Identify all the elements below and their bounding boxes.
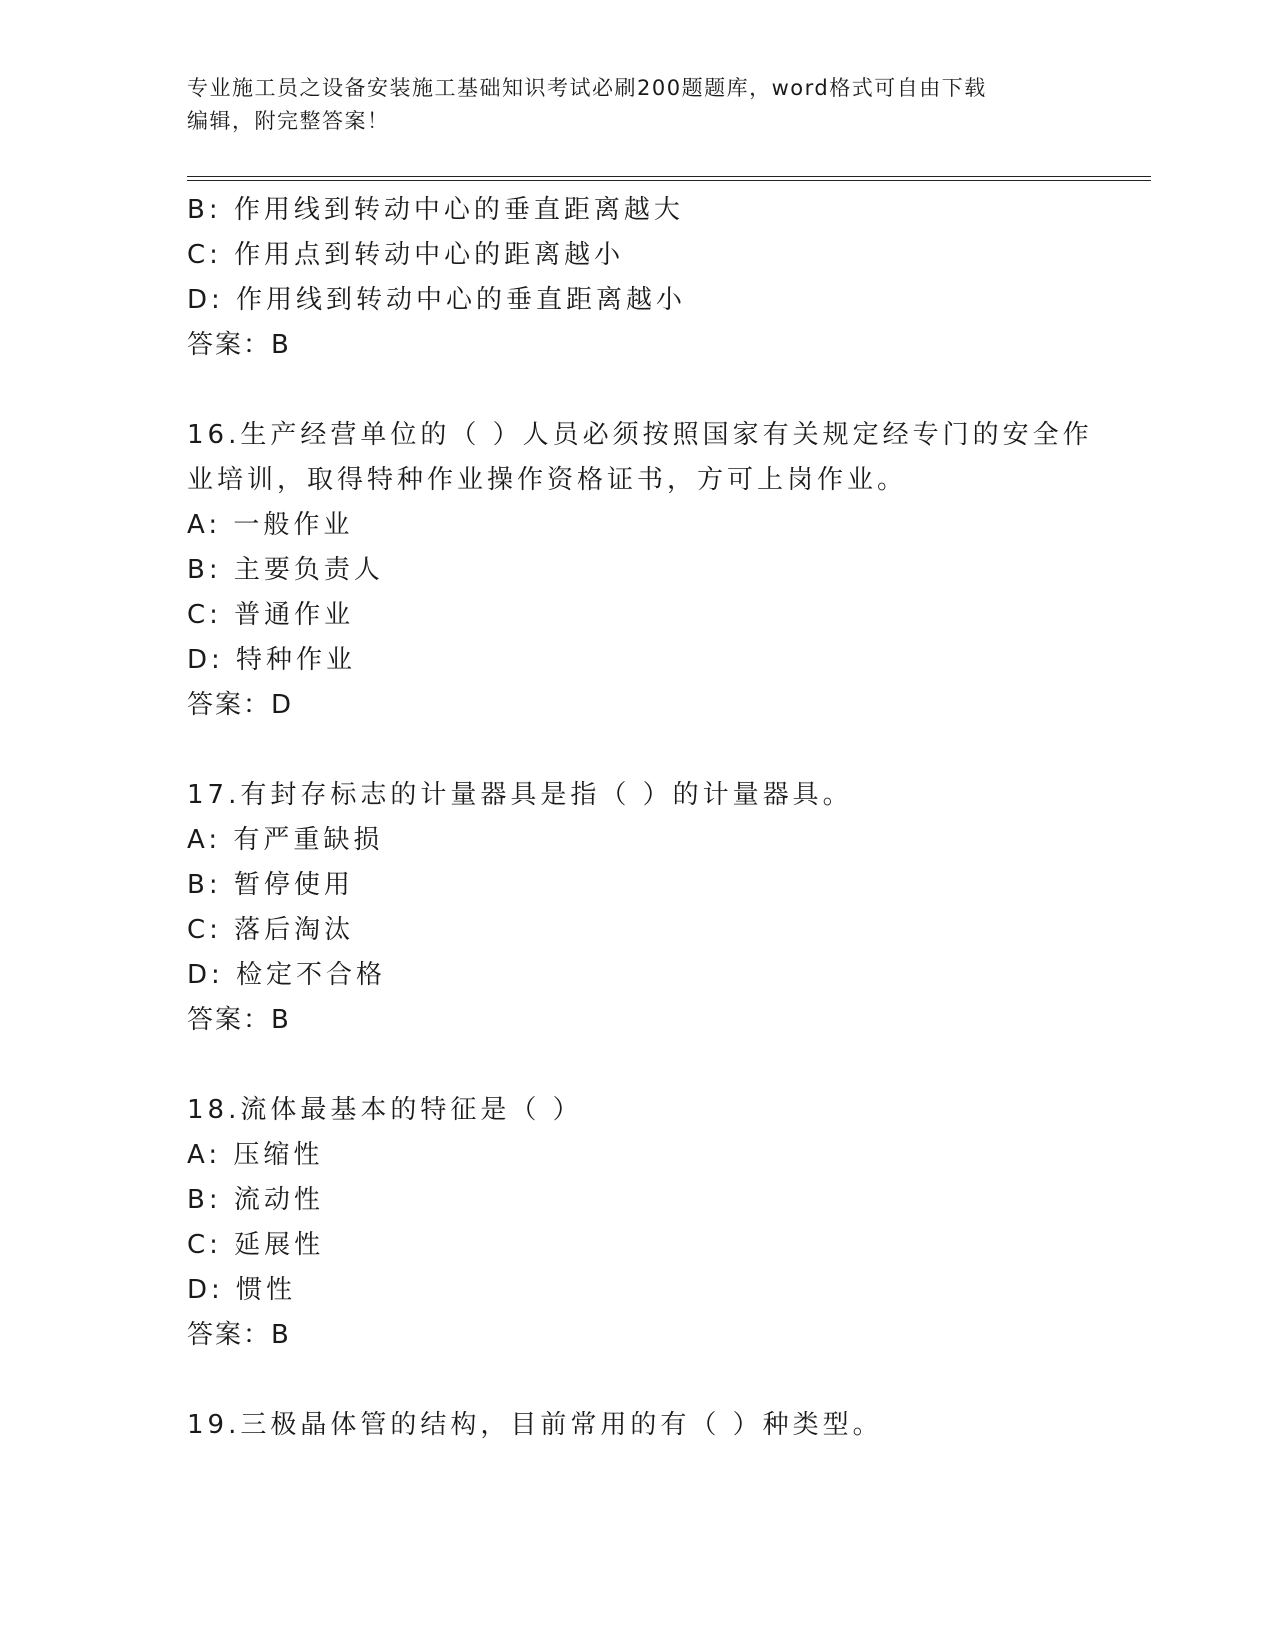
q18-answer: 答案：B <box>187 1320 291 1350</box>
header-title-line-1: 专业施工员之设备安装施工基础知识考试必刷200题题库，word格式可自由下载 <box>187 76 987 100</box>
q17-option-d: D: 检定不合格 <box>187 960 387 990</box>
q18-option-a: A: 压缩性 <box>187 1140 324 1170</box>
q15-answer: 答案：B <box>187 330 291 360</box>
q17-option-c: C: 落后淘汰 <box>187 915 355 945</box>
header-rule-top <box>187 176 1151 177</box>
q18-stem-line-1: 18.流体最基本的特征是（ ） <box>187 1095 583 1125</box>
q17-option-a: A: 有严重缺损 <box>187 825 384 855</box>
q18-option-d: D: 惯性 <box>187 1275 297 1305</box>
q15-option-b: B: 作用线到转动中心的垂直距离越大 <box>187 195 684 225</box>
q16-option-b: B: 主要负责人 <box>187 555 384 585</box>
q15-option-d: D: 作用线到转动中心的垂直距离越小 <box>187 285 687 315</box>
q18-option-c: C: 延展性 <box>187 1230 325 1260</box>
q17-option-b: B: 暂停使用 <box>187 870 354 900</box>
document-header <box>187 72 1087 138</box>
header-rule-bottom <box>187 180 1151 181</box>
q16-stem-line-2: 业培训，取得特种作业操作资格证书，方可上岗作业。 <box>187 465 908 495</box>
q16-stem-line-1: 16.生产经营单位的（ ）人员必须按照国家有关规定经专门的安全作 <box>187 420 1093 450</box>
q19-stem-line-1: 19.三极晶体管的结构，目前常用的有（ ）种类型。 <box>187 1410 883 1440</box>
q16-answer: 答案：D <box>187 690 294 720</box>
q17-answer: 答案：B <box>187 1005 291 1035</box>
q16-option-d: D: 特种作业 <box>187 645 357 675</box>
q16-option-a: A: 一般作业 <box>187 510 354 540</box>
q16-option-c: C: 普通作业 <box>187 600 355 630</box>
q17-stem-line-1: 17.有封存标志的计量器具是指（ ）的计量器具。 <box>187 780 853 810</box>
header-title-line-2: 编辑，附完整答案！ <box>187 109 390 133</box>
q18-option-b: B: 流动性 <box>187 1185 324 1215</box>
q15-option-c: C: 作用点到转动中心的距离越小 <box>187 240 625 270</box>
